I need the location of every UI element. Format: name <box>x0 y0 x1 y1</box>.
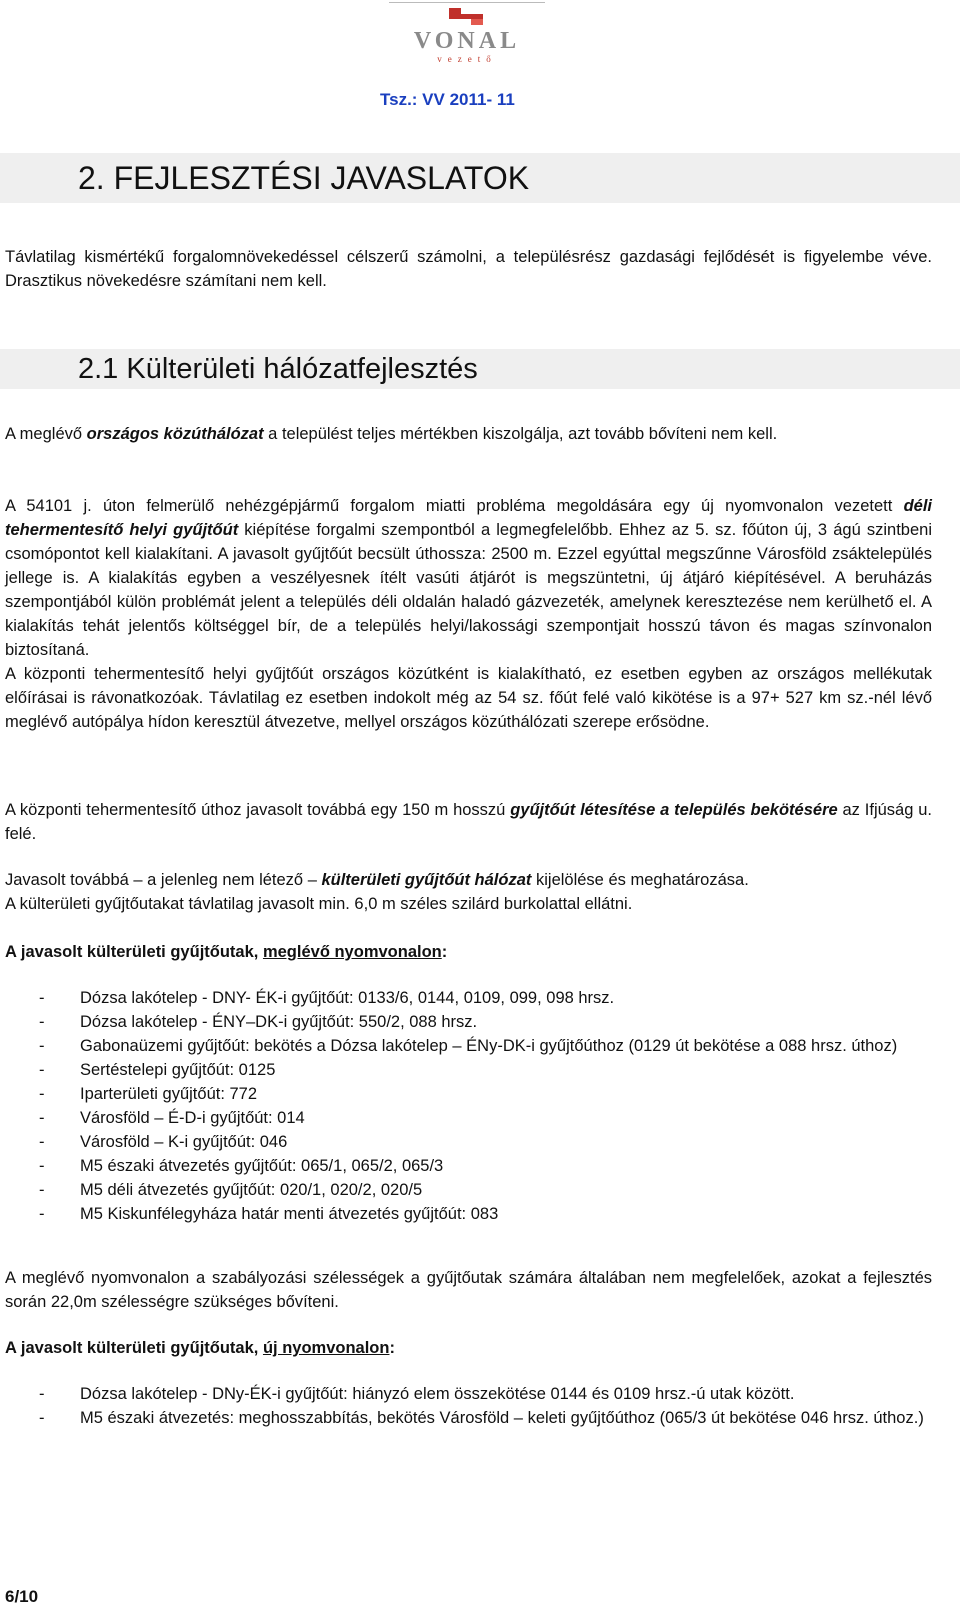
document-reference: Tsz.: VV 2011- 11 <box>380 90 515 109</box>
list-item-text: Városföld – É-D-i gyűjtőút: 014 <box>80 1109 305 1127</box>
list-item <box>5 1082 932 1106</box>
text-run: A központi tehermentesítő helyi gyűjtőút országos közútként is kialakítható, ez esetben egyben az országos mellékutak előírásai is rávonatkozóak. Távlatilag ez esetben indokolt még az 54 sz. főút felé való kikötése is a 97+ 527 km sz.-nél lévő meglévő autópálya hídon keresztül átvezetve, mellyel országos közúthálózati szerepe erősödne. <box>5 665 932 731</box>
paragraph-connector-road <box>5 798 932 846</box>
list-dash: - <box>39 1409 45 1427</box>
text-run: a települést teljes mértékben kiszolgálja, azt tovább bővíteni nem kell. <box>263 425 778 443</box>
list-item <box>5 1130 932 1154</box>
list-dash: - <box>39 1205 45 1223</box>
subsection-title: 2.1 Külterületi hálózatfejlesztés <box>78 353 478 385</box>
paragraph-national-network <box>5 422 932 446</box>
list-item-text: Dózsa lakótelep - DNy-ÉK-i gyűjtőút: hiányzó elem összekötése 0144 és 0109 hrsz.-ú utak között. <box>80 1385 795 1403</box>
section-title: 2. FEJLESZTÉSI JAVASLATOK <box>78 160 530 196</box>
list-item-text: Gabonaüzemi gyűjtőút: bekötés a Dózsa lakótelep – ÉNy-DK-i gyűjtőúthoz (0129 út bekötése a 088 hrsz. úthoz) <box>80 1037 898 1055</box>
text-run: kiépítése forgalmi szempontból a legmegfelelőbb. Ehhez az 5. sz. főúton új, 3 ágú szintbeni csomópontot kell kialakítani. A javasolt gyűjtőút becsült úthossza: 2500 m. Ezzel egyúttal megszűnne Városföld zsáktelepülés jellege is. A kialakítás egyben a veszélyesnek ítélt vasúti átjárót is megszüntetni, új átjáró kiépítésével. A beruházás szempontjából külön problémát jelent a település déli oldalán haladó gázvezeték, amelynek keresztezése nem kerülhető el. A kialakítás tehát jelentős költséggel bír, de a település helyi/lakossági szempontjait hosszú távon és magas színvonalon biztosítaná. <box>5 521 932 659</box>
emphasis-bypass-road: déli tehermentesítő helyi gyűjtőút <box>5 497 932 539</box>
emphasis-connector-road: gyűjtőút létesítése a település bekötésére <box>510 801 838 819</box>
list-item-text: M5 Kiskunfélegyháza határ menti átvezetés gyűjtőút: 083 <box>80 1205 499 1223</box>
subsection-heading-bar <box>0 349 960 389</box>
list-dash: - <box>39 1013 45 1031</box>
emphasis-rural-network: külterületi gyűjtőút hálózat <box>321 871 532 889</box>
list-item-text: M5 déli átvezetés gyűjtőút: 020/1, 020/2, 020/5 <box>80 1181 423 1199</box>
list-item <box>5 1382 932 1406</box>
logo-wordmark: VONAL <box>413 28 521 54</box>
text-run: A javasolt külterületi gyűjtőutak, <box>5 1339 263 1357</box>
list-item <box>5 1058 932 1082</box>
list-dash: - <box>39 1085 45 1103</box>
list-item-text: Iparterületi gyűjtőút: 772 <box>80 1085 258 1103</box>
text-run: Javasolt továbbá – a jelenleg nem létező – <box>5 871 322 889</box>
list-dash: - <box>39 1109 45 1127</box>
paragraph-bypass-road <box>5 494 932 734</box>
list-item <box>5 1106 932 1130</box>
new-routes-list <box>5 1382 932 1430</box>
text-run: A meglévő <box>5 425 87 443</box>
list-item <box>5 986 932 1010</box>
existing-routes-list <box>5 986 932 1226</box>
list-item <box>5 1010 932 1034</box>
list-item-text: Dózsa lakótelep - DNY- ÉK-i gyűjtőút: 0133/6, 0144, 0109, 099, 098 hrsz. <box>80 989 615 1007</box>
text-run: A külterületi gyűjtőutakat távlatilag javasolt min. 6,0 m széles szilárd burkolattal ellátni. <box>5 895 633 913</box>
list-dash: - <box>39 989 45 1007</box>
text-run: kijelölése és meghatározása. <box>531 871 749 889</box>
emphasis-national-network: országos közúthálózat <box>86 425 264 443</box>
list-item-text: Dózsa lakótelep - ÉNY–DK-i gyűjtőút: 550/2, 088 hrsz. <box>80 1013 478 1031</box>
underlined-run: új nyomvonalon <box>262 1339 390 1357</box>
text-run: A központi tehermentesítő úthoz javasolt továbbá egy 150 m hosszú <box>5 801 511 819</box>
list-dash: - <box>39 1061 45 1079</box>
list-dash: - <box>39 1385 45 1403</box>
text-run: A javasolt külterületi gyűjtőutak, <box>5 943 263 961</box>
paragraph-rural-network <box>5 868 932 916</box>
list-item-text: Városföld – K-i gyűjtőút: 046 <box>80 1133 288 1151</box>
logo-subtitle: vezető <box>437 54 497 64</box>
list-item <box>5 1406 932 1430</box>
list-dash: - <box>39 1181 45 1199</box>
intro-paragraph: Távlatilag kismértékű forgalomnövekedéssel célszerű számolni, a településrész gazdasági fejlődését is figyelembe véve. Drasztikus növekedésre számítani nem kell. <box>5 248 932 290</box>
list-item <box>5 1154 932 1178</box>
list-dash: - <box>39 1037 45 1055</box>
page-number: 6/10 <box>5 1587 39 1606</box>
list-dash: - <box>39 1133 45 1151</box>
logo-mark-icon <box>447 5 487 29</box>
list-item-text: Sertéstelepi gyűjtőút: 0125 <box>80 1061 276 1079</box>
list-dash: - <box>39 1157 45 1175</box>
text-run: : <box>389 1339 395 1357</box>
text-run: : <box>441 943 448 961</box>
vonal-logo <box>389 0 549 72</box>
text-run: A 54101 j. úton felmerülő nehézgépjármű forgalom miatti probléma megoldására egy új nyomvonalon vezetett <box>5 497 904 515</box>
list-item <box>5 1034 932 1058</box>
list-item-text: M5 északi átvezetés: meghosszabbítás, bekötés Városföld – keleti gyűjtőúthoz (065/3 út bekötése 046 hrsz. úthoz.) <box>80 1409 924 1427</box>
paragraph-width-requirement: A meglévő nyomvonalon a szabályozási szélességek a gyűjtőutak számára általában nem megfelelőek, azokat a fejlesztés során 22,0m szélességre szükséges bővíteni. <box>5 1269 932 1311</box>
list-item <box>5 1178 932 1202</box>
text-run: az Ifjúság u. felé. <box>5 801 932 843</box>
underlined-run: meglévő nyomvonalon <box>262 943 442 961</box>
logo-rule <box>389 2 545 3</box>
section-heading-bar <box>0 153 960 203</box>
existing-routes-heading <box>5 940 447 964</box>
list-item-text: M5 északi átvezetés gyűjtőút: 065/1, 065/2, 065/3 <box>80 1157 444 1175</box>
new-routes-heading <box>5 1336 395 1360</box>
list-item <box>5 1202 932 1226</box>
